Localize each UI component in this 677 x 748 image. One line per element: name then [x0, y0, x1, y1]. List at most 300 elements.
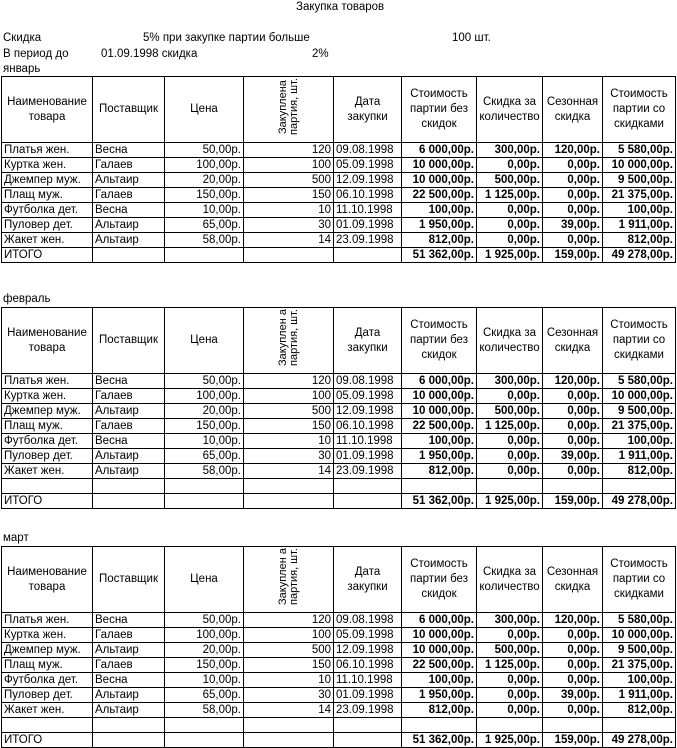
total-total: 49 278,00р.	[603, 733, 676, 748]
table-row	[2, 203, 676, 218]
cell-qtydisc: 0,00р.	[477, 703, 543, 718]
cell-season: 0,00р.	[543, 389, 603, 404]
cell-price: 150,00р.	[165, 419, 244, 434]
cell-cost: 10 000,00р.	[402, 158, 477, 173]
cell-cost: 812,00р.	[402, 464, 477, 479]
cell-date: 06.10.1998	[334, 419, 402, 434]
cell-season: 0,00р.	[543, 188, 603, 203]
cell-season: 0,00р.	[543, 158, 603, 173]
blank-row	[2, 718, 676, 733]
table-row	[2, 628, 676, 643]
total-blank-cell	[334, 248, 402, 263]
cell-qtydisc: 1 125,00р.	[477, 419, 543, 434]
cell-cost: 6 000,00р.	[402, 143, 477, 158]
cell-total: 1 911,00р.	[603, 218, 676, 233]
cell-name: Джемпер муж.	[2, 404, 93, 419]
cell-name: Футболка дет.	[2, 203, 93, 218]
total-label: ИТОГО	[2, 494, 93, 509]
cell-date: 11.10.1998	[334, 434, 402, 449]
blank-cell	[165, 479, 244, 494]
cell-cost: 1 950,00р.	[402, 688, 477, 703]
cell-qtydisc: 0,00р.	[477, 673, 543, 688]
total-row	[2, 494, 676, 509]
cell-date: 23.09.1998	[334, 703, 402, 718]
cell-cost: 1 950,00р.	[402, 449, 477, 464]
cell-qtydisc: 1 125,00р.	[477, 658, 543, 673]
cell-price: 65,00р.	[165, 218, 244, 233]
cell-supplier: Галаев	[93, 628, 165, 643]
table-row	[2, 374, 676, 389]
cell-supplier: Альтаир	[93, 218, 165, 233]
column-header: Скидка за количество	[477, 77, 543, 143]
cell-name: Куртка жен.	[2, 628, 93, 643]
cell-price: 50,00р.	[165, 374, 244, 389]
blank-cell	[402, 718, 477, 733]
cell-total: 100,00р.	[603, 203, 676, 218]
cell-season: 39,00р.	[543, 218, 603, 233]
cell-supplier: Весна	[93, 613, 165, 628]
column-header: Цена	[165, 77, 244, 143]
column-header: Поставщик	[93, 77, 165, 143]
blank-cell	[244, 718, 334, 733]
cell-qtydisc: 300,00р.	[477, 374, 543, 389]
cell-season: 0,00р.	[543, 628, 603, 643]
cell-date: 06.10.1998	[334, 188, 402, 203]
cell-qtydisc: 0,00р.	[477, 389, 543, 404]
cell-cost: 10 000,00р.	[402, 643, 477, 658]
cell-name: Куртка жен.	[2, 158, 93, 173]
cell-name: Джемпер муж.	[2, 643, 93, 658]
column-header: Стоимость партии со скидками	[603, 77, 676, 143]
cell-price: 10,00р.	[165, 434, 244, 449]
cell-total: 812,00р.	[603, 464, 676, 479]
cell-supplier: Весна	[93, 673, 165, 688]
cell-total: 10 000,00р.	[603, 628, 676, 643]
cell-season: 0,00р.	[543, 203, 603, 218]
cell-qty: 14	[244, 233, 334, 248]
blank-cell	[334, 479, 402, 494]
cell-qty: 120	[244, 143, 334, 158]
cell-price: 20,00р.	[165, 173, 244, 188]
cell-date: 11.10.1998	[334, 203, 402, 218]
cell-supplier: Альтаир	[93, 173, 165, 188]
cell-name: Жакет жен.	[2, 464, 93, 479]
total-total: 49 278,00р.	[603, 248, 676, 263]
table-row	[2, 188, 676, 203]
total-season: 159,00р.	[543, 494, 603, 509]
column-header: Закуплен а партия, шт.	[244, 308, 334, 374]
cell-price: 20,00р.	[165, 643, 244, 658]
cell-cost: 22 500,00р.	[402, 419, 477, 434]
cell-qtydisc: 0,00р.	[477, 434, 543, 449]
blank-cell	[334, 718, 402, 733]
period-percent: 2%	[312, 48, 329, 60]
total-blank-cell	[334, 733, 402, 748]
cell-qty: 10	[244, 203, 334, 218]
cell-qty: 100	[244, 628, 334, 643]
total-label: ИТОГО	[2, 733, 93, 748]
cell-supplier: Галаев	[93, 389, 165, 404]
cell-cost: 100,00р.	[402, 673, 477, 688]
cell-total: 10 000,00р.	[603, 158, 676, 173]
purchase-table	[1, 76, 676, 263]
column-header: Стоимость партии без скидок	[402, 547, 477, 613]
blank-cell	[2, 718, 93, 733]
cell-total: 9 500,00р.	[603, 173, 676, 188]
cell-qty: 150	[244, 419, 334, 434]
column-header: Дата закупки	[334, 77, 402, 143]
cell-name: Куртка жен.	[2, 389, 93, 404]
cell-name: Футболка дет.	[2, 434, 93, 449]
cell-season: 0,00р.	[543, 464, 603, 479]
cell-supplier: Альтаир	[93, 449, 165, 464]
total-season: 159,00р.	[543, 248, 603, 263]
cell-date: 01.09.1998	[334, 449, 402, 464]
cell-supplier: Альтаир	[93, 703, 165, 718]
column-header: Стоимость партии со скидками	[603, 308, 676, 374]
cell-total: 100,00р.	[603, 434, 676, 449]
cell-cost: 22 500,00р.	[402, 658, 477, 673]
table-row	[2, 143, 676, 158]
cell-season: 0,00р.	[543, 434, 603, 449]
cell-season: 120,00р.	[543, 613, 603, 628]
cell-qtydisc: 500,00р.	[477, 643, 543, 658]
cell-cost: 10 000,00р.	[402, 173, 477, 188]
cell-date: 09.08.1998	[334, 613, 402, 628]
cell-season: 120,00р.	[543, 374, 603, 389]
cell-price: 150,00р.	[165, 188, 244, 203]
cell-price: 20,00р.	[165, 404, 244, 419]
cell-supplier: Альтаир	[93, 464, 165, 479]
cell-qty: 150	[244, 188, 334, 203]
table-row	[2, 449, 676, 464]
column-header: Закуплен а партия, шт.	[244, 547, 334, 613]
blank-cell	[543, 718, 603, 733]
blank-row	[2, 479, 676, 494]
cell-price: 65,00р.	[165, 688, 244, 703]
total-label: ИТОГО	[2, 248, 93, 263]
cell-qtydisc: 0,00р.	[477, 628, 543, 643]
cell-season: 0,00р.	[543, 404, 603, 419]
cell-cost: 6 000,00р.	[402, 374, 477, 389]
blank-cell	[2, 479, 93, 494]
total-blank-cell	[334, 494, 402, 509]
column-header: Скидка за количество	[477, 547, 543, 613]
cell-season: 39,00р.	[543, 688, 603, 703]
cell-date: 23.09.1998	[334, 233, 402, 248]
table-row	[2, 703, 676, 718]
cell-qty: 120	[244, 613, 334, 628]
column-header: Закуплена партия, шт.	[244, 77, 334, 143]
discount-qty: 100 шт.	[452, 32, 491, 44]
cell-total: 9 500,00р.	[603, 643, 676, 658]
cell-qtydisc: 0,00р.	[477, 218, 543, 233]
table-row	[2, 389, 676, 404]
cell-qty: 14	[244, 703, 334, 718]
cell-date: 01.09.1998	[334, 688, 402, 703]
cell-supplier: Альтаир	[93, 643, 165, 658]
cell-qty: 30	[244, 449, 334, 464]
cell-supplier: Альтаир	[93, 688, 165, 703]
blank-cell	[543, 479, 603, 494]
cell-date: 06.10.1998	[334, 658, 402, 673]
total-blank-cell	[165, 733, 244, 748]
table-row	[2, 404, 676, 419]
cell-date: 05.09.1998	[334, 389, 402, 404]
total-cost: 51 362,00р.	[402, 494, 477, 509]
blank-cell	[402, 479, 477, 494]
blank-cell	[477, 718, 543, 733]
blank-cell	[93, 718, 165, 733]
cell-total: 5 580,00р.	[603, 613, 676, 628]
column-header: Дата закупки	[334, 308, 402, 374]
cell-name: Платья жен.	[2, 613, 93, 628]
cell-price: 100,00р.	[165, 389, 244, 404]
page-title: Закупка товаров	[296, 1, 385, 13]
cell-name: Жакет жен.	[2, 233, 93, 248]
table-header-row	[2, 547, 676, 613]
cell-cost: 100,00р.	[402, 434, 477, 449]
cell-qty: 100	[244, 389, 334, 404]
total-blank-cell	[93, 248, 165, 263]
total-qtydisc: 1 925,00р.	[477, 733, 543, 748]
cell-date: 11.10.1998	[334, 673, 402, 688]
cell-name: Плащ муж.	[2, 658, 93, 673]
cell-total: 812,00р.	[603, 703, 676, 718]
cell-qty: 14	[244, 464, 334, 479]
cell-date: 05.09.1998	[334, 628, 402, 643]
table-row	[2, 688, 676, 703]
blank-cell	[244, 479, 334, 494]
table-row	[2, 643, 676, 658]
cell-qty: 30	[244, 688, 334, 703]
column-header: Наименование товара	[2, 77, 93, 143]
cell-price: 10,00р.	[165, 673, 244, 688]
cell-name: Джемпер муж.	[2, 173, 93, 188]
cell-season: 0,00р.	[543, 643, 603, 658]
total-blank-cell	[244, 494, 334, 509]
cell-qtydisc: 0,00р.	[477, 158, 543, 173]
month-label: февраль	[3, 293, 51, 305]
total-row	[2, 733, 676, 748]
column-header: Поставщик	[93, 547, 165, 613]
cell-supplier: Альтаир	[93, 404, 165, 419]
cell-season: 39,00р.	[543, 449, 603, 464]
cell-total: 21 375,00р.	[603, 188, 676, 203]
cell-price: 58,00р.	[165, 233, 244, 248]
cell-date: 12.09.1998	[334, 173, 402, 188]
cell-season: 0,00р.	[543, 419, 603, 434]
table-row	[2, 434, 676, 449]
cell-qty: 10	[244, 434, 334, 449]
blank-cell	[603, 718, 676, 733]
table-row	[2, 673, 676, 688]
cell-qtydisc: 300,00р.	[477, 613, 543, 628]
cell-qtydisc: 0,00р.	[477, 203, 543, 218]
total-season: 159,00р.	[543, 733, 603, 748]
column-header: Цена	[165, 308, 244, 374]
cell-qtydisc: 500,00р.	[477, 404, 543, 419]
cell-total: 100,00р.	[603, 673, 676, 688]
purchase-table	[1, 546, 676, 748]
total-qtydisc: 1 925,00р.	[477, 494, 543, 509]
blank-cell	[603, 479, 676, 494]
cell-date: 12.09.1998	[334, 643, 402, 658]
cell-cost: 10 000,00р.	[402, 404, 477, 419]
cell-name: Платья жен.	[2, 374, 93, 389]
total-blank-cell	[165, 248, 244, 263]
table-row	[2, 158, 676, 173]
cell-qty: 500	[244, 404, 334, 419]
column-header: Стоимость партии без скидок	[402, 77, 477, 143]
cell-price: 58,00р.	[165, 703, 244, 718]
cell-qtydisc: 0,00р.	[477, 688, 543, 703]
cell-price: 150,00р.	[165, 658, 244, 673]
cell-date: 09.08.1998	[334, 374, 402, 389]
cell-name: Платья жен.	[2, 143, 93, 158]
column-header: Стоимость партии без скидок	[402, 308, 477, 374]
cell-supplier: Галаев	[93, 658, 165, 673]
column-header: Стоимость партии со скидками	[603, 547, 676, 613]
cell-supplier: Весна	[93, 374, 165, 389]
cell-price: 10,00р.	[165, 203, 244, 218]
cell-qtydisc: 300,00р.	[477, 143, 543, 158]
total-cost: 51 362,00р.	[402, 733, 477, 748]
cell-season: 0,00р.	[543, 703, 603, 718]
column-header: Поставщик	[93, 308, 165, 374]
column-header: Скидка за количество	[477, 308, 543, 374]
cell-cost: 10 000,00р.	[402, 389, 477, 404]
cell-cost: 812,00р.	[402, 703, 477, 718]
cell-total: 21 375,00р.	[603, 658, 676, 673]
cell-total: 10 000,00р.	[603, 389, 676, 404]
cell-total: 1 911,00р.	[603, 449, 676, 464]
blank-cell	[93, 479, 165, 494]
cell-qtydisc: 0,00р.	[477, 449, 543, 464]
period-label: В период до	[3, 48, 69, 60]
cell-name: Жакет жен.	[2, 703, 93, 718]
blank-cell	[477, 479, 543, 494]
cell-supplier: Весна	[93, 143, 165, 158]
cell-season: 120,00р.	[543, 143, 603, 158]
cell-date: 09.08.1998	[334, 143, 402, 158]
month-label: март	[3, 532, 29, 544]
cell-qty: 30	[244, 218, 334, 233]
total-row	[2, 248, 676, 263]
table-row	[2, 419, 676, 434]
total-blank-cell	[93, 494, 165, 509]
column-header: Дата закупки	[334, 547, 402, 613]
cell-name: Пуловер дет.	[2, 688, 93, 703]
cell-qtydisc: 0,00р.	[477, 233, 543, 248]
period-date: 01.09.1998 скидка	[101, 48, 198, 60]
cell-supplier: Галаев	[93, 158, 165, 173]
month-label: январь	[3, 63, 41, 75]
cell-cost: 10 000,00р.	[402, 628, 477, 643]
cell-season: 0,00р.	[543, 233, 603, 248]
cell-name: Плащ муж.	[2, 188, 93, 203]
column-header: Сезонная скидка	[543, 77, 603, 143]
cell-price: 65,00р.	[165, 449, 244, 464]
cell-qty: 10	[244, 673, 334, 688]
cell-date: 05.09.1998	[334, 158, 402, 173]
cell-name: Плащ муж.	[2, 419, 93, 434]
table-header-row	[2, 77, 676, 143]
total-blank-cell	[244, 733, 334, 748]
cell-total: 5 580,00р.	[603, 143, 676, 158]
cell-qty: 500	[244, 643, 334, 658]
cell-season: 0,00р.	[543, 673, 603, 688]
cell-supplier: Альтаир	[93, 233, 165, 248]
cell-total: 9 500,00р.	[603, 404, 676, 419]
cell-name: Пуловер дет.	[2, 449, 93, 464]
cell-total: 21 375,00р.	[603, 419, 676, 434]
total-blank-cell	[244, 248, 334, 263]
cell-supplier: Весна	[93, 203, 165, 218]
cell-cost: 1 950,00р.	[402, 218, 477, 233]
table-row	[2, 233, 676, 248]
cell-total: 812,00р.	[603, 233, 676, 248]
total-cost: 51 362,00р.	[402, 248, 477, 263]
cell-date: 23.09.1998	[334, 464, 402, 479]
cell-price: 50,00р.	[165, 613, 244, 628]
column-header: Сезонная скидка	[543, 547, 603, 613]
table-row	[2, 613, 676, 628]
table-header-row	[2, 308, 676, 374]
total-blank-cell	[165, 494, 244, 509]
cell-name: Футболка дет.	[2, 673, 93, 688]
cell-supplier: Галаев	[93, 188, 165, 203]
cell-season: 0,00р.	[543, 658, 603, 673]
cell-total: 5 580,00р.	[603, 374, 676, 389]
cell-supplier: Галаев	[93, 419, 165, 434]
cell-season: 0,00р.	[543, 173, 603, 188]
cell-price: 50,00р.	[165, 143, 244, 158]
cell-qtydisc: 0,00р.	[477, 464, 543, 479]
column-header: Сезонная скидка	[543, 308, 603, 374]
blank-cell	[165, 718, 244, 733]
cell-qtydisc: 500,00р.	[477, 173, 543, 188]
cell-date: 12.09.1998	[334, 404, 402, 419]
purchase-table	[1, 307, 676, 509]
cell-qtydisc: 1 125,00р.	[477, 188, 543, 203]
table-row	[2, 173, 676, 188]
cell-price: 58,00р.	[165, 464, 244, 479]
cell-total: 1 911,00р.	[603, 688, 676, 703]
cell-cost: 22 500,00р.	[402, 188, 477, 203]
cell-qty: 150	[244, 658, 334, 673]
cell-qty: 100	[244, 158, 334, 173]
cell-cost: 100,00р.	[402, 203, 477, 218]
cell-cost: 6 000,00р.	[402, 613, 477, 628]
table-row	[2, 218, 676, 233]
cell-qty: 120	[244, 374, 334, 389]
total-blank-cell	[93, 733, 165, 748]
cell-cost: 812,00р.	[402, 233, 477, 248]
cell-name: Пуловер дет.	[2, 218, 93, 233]
cell-supplier: Весна	[93, 434, 165, 449]
column-header: Наименование товара	[2, 308, 93, 374]
cell-price: 100,00р.	[165, 158, 244, 173]
discount-percent: 5% при закупке партии больше	[143, 32, 310, 44]
total-qtydisc: 1 925,00р.	[477, 248, 543, 263]
total-total: 49 278,00р.	[603, 494, 676, 509]
discount-label: Скидка	[3, 32, 42, 44]
cell-price: 100,00р.	[165, 628, 244, 643]
table-row	[2, 658, 676, 673]
column-header: Цена	[165, 547, 244, 613]
cell-date: 01.09.1998	[334, 218, 402, 233]
